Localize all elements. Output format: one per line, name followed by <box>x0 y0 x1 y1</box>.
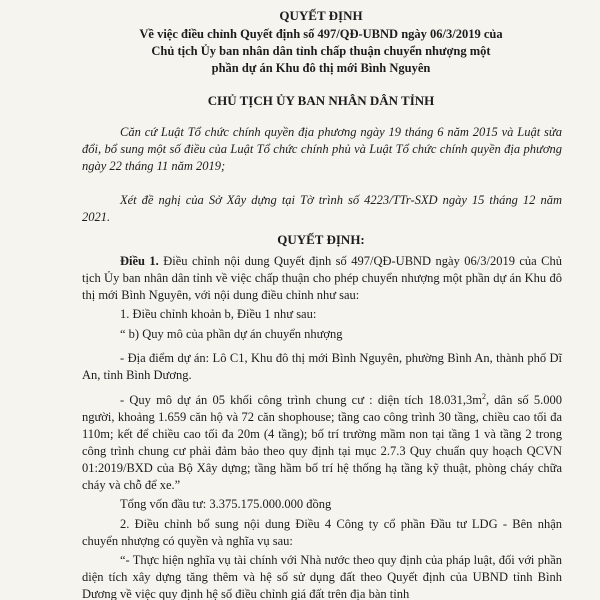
subject-line-3: phần dự án Khu đô thị mới Bình Nguyên <box>211 61 431 75</box>
obligation-paragraph: “- Thực hiện nghĩa vụ tài chính với Nhà nước theo quy định của pháp luật, đối với phần diện tích xây dựng tăng thêm và hệ số sử dụng đất theo Quyết định của UBND tỉnh Bình Dương về việc quy định hệ số điều chỉnh giá đất trên địa bàn tỉnh <box>82 553 562 600</box>
article-1-text: Điều chỉnh nội dung Quyết định số 497/QĐ-UBND ngày 06/3/2019 của Chủ tịch Ủy ban nhân dân tỉnh về việc chấp thuận cho phép chuyển nhượng một phần dự án Khu đô thị mới Bình Nguyên, với nội dung điều chỉnh như sau: <box>82 254 562 302</box>
article-1-paragraph <box>82 253 562 304</box>
issuing-authority: CHỦ TỊCH ỦY BAN NHÂN DÂN TỈNH <box>207 93 435 108</box>
project-scale-prefix: - Quy mô dự án 05 khối công trình chung cư : diện tích 18.031,3m <box>120 393 482 408</box>
project-location: - Địa điểm dự án: Lô C1, Khu đô thị mới Bình Nguyên, phường Bình An, thành phố Dĩ An, tỉnh Bình Dương. <box>82 351 562 382</box>
article-1-quote-b: “ b) Quy mô của phần dự án chuyển nhượng <box>120 327 343 341</box>
article-1-item-1: 1. Điều chỉnh khoản b, Điều 1 như sau: <box>120 307 317 321</box>
basis-paragraph-proposal: Xét đề nghị của Sở Xây dựng tại Tờ trình số 4223/TTr-SXD ngày 15 tháng 12 năm 2021. <box>82 193 562 224</box>
basis-paragraph-law: Căn cứ Luật Tổ chức chính quyền địa phương ngày 19 tháng 6 năm 2015 và Luật sửa đổi, bổ sung một số điều của Luật Tổ chức chính phủ và Luật Tổ chức chính quyền địa phương ngày 22 tháng 11 năm 2019; <box>82 125 562 173</box>
total-investment: Tổng vốn đầu tư: 3.375.175.000.000 đồng <box>120 497 332 511</box>
project-scale-rest: , dân số 5.000 người, khoảng 1.659 căn hộ và 72 căn shophouse; tầng cao công trình 30 tầng, chiều cao tối đa 110m; kết để chiều cao tối đa 20m (4 tầng); bố trí trường mầm non tại tầng 1 và tầng 2 trong công trình chung cư phải đảm bảo theo quy định tại mục 2.7.3 Quy chuẩn quy hoạch QCVN 01:2019/BXD của Bộ Xây dựng; tầng hầm bố trí hệ thống hạ tầng kỹ thuật, phòng cháy chữa cháy và chỗ để xe.” <box>82 393 562 493</box>
article-1-item-2: 2. Điều chỉnh bổ sung nội dung Điều 4 Công ty cổ phần Đầu tư LDG - Bên nhận chuyển nhượng có quyền và nghĩa vụ sau: <box>82 517 562 548</box>
project-scale <box>82 388 562 494</box>
area-unit-superscript: 2 <box>481 392 486 401</box>
subject-line-2: Chủ tịch Ủy ban nhân dân tỉnh chấp thuận chuyển nhượng một <box>151 44 491 58</box>
article-1-label: Điều 1. <box>120 254 159 268</box>
decision-heading: QUYẾT ĐỊNH: <box>277 232 365 247</box>
subject-line-1: Về việc điều chỉnh Quyết định số 497/QĐ-UBND ngày 06/3/2019 của <box>139 27 503 41</box>
document-title: QUYẾT ĐỊNH <box>279 8 363 23</box>
